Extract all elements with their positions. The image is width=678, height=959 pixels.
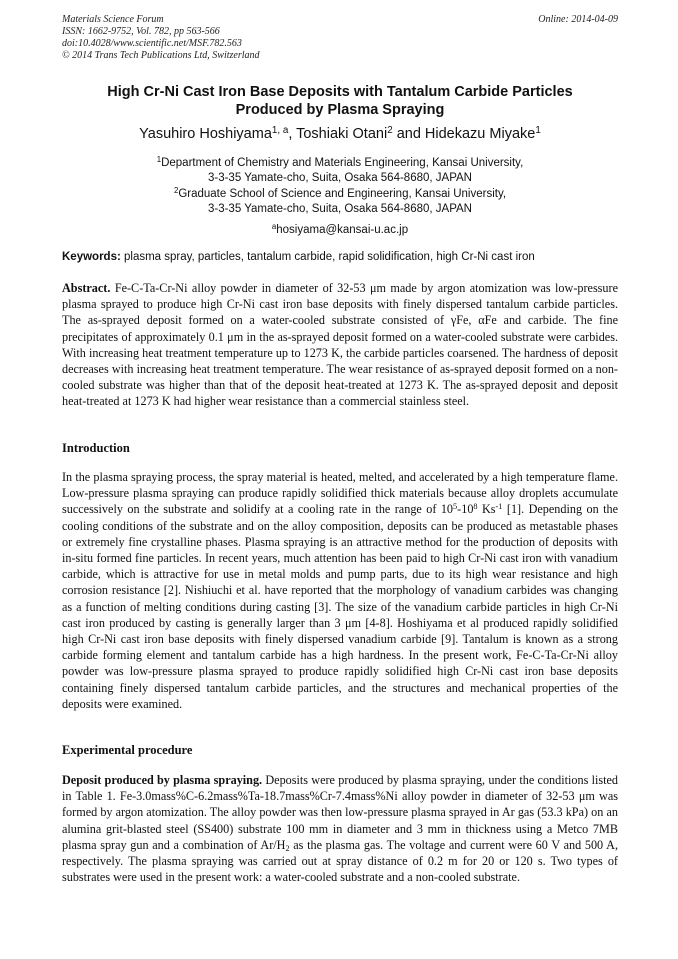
abstract-text: Fe-C-Ta-Cr-Ni alloy powder in diameter of 32-53 μm made by argon atomization was low-pressure plasma sprayed to produce high Cr-Ni cast iron base deposits with finely dispersed tantalum carbide particles. The as-sprayed deposit formed on a water-cooled substrate consisted of γFe, αFe and carbide. The fine precipitates of approximately 0.1 μm in the as-sprayed deposit formed on a water-cooled substrate were carbides. With increasing heat treatment temperature up to 1273 K, the carbide particles coarsened. The hardness of deposit decreases with increasing heat treatment temperature. The wear resistance of as-sprayed deposit formed on a non-cooled substrate was higher than that of the deposit heat-treated at 1273 K. The as-sprayed deposit and deposit heat-treated at 1273 K had higher wear resistance than a commercial stainless steel. <box>62 281 618 409</box>
keywords-label: Keywords: <box>62 251 121 263</box>
exponent: -1 <box>495 502 503 512</box>
affiliation-2-line-1: Graduate School of Science and Engineering, Kansai University, <box>178 188 507 200</box>
abstract-label: Abstract. <box>62 281 111 295</box>
intro-text: Ks <box>477 502 496 517</box>
email-address: hosiyama@kansai-u.ac.jp <box>276 224 409 236</box>
author-2-affil: 2 <box>387 125 393 137</box>
exponent: 5 <box>453 502 458 512</box>
affiliation-1 <box>62 156 618 186</box>
author-1-affil: 1, a <box>271 125 289 137</box>
online-date: Online: 2014-04-09 <box>538 14 618 25</box>
author-3-affil: 1 <box>535 125 541 137</box>
email-marker: a <box>271 222 277 232</box>
exponent: 8 <box>473 502 478 512</box>
experimental-text: Deposits were produced by plasma spraying, under the conditions listed in Table 1. Fe-3.0mass%C-6.2mass%Ta-18.7mass%Cr-7.4mass%Ni alloy powder in diameter of 32-53 μm was formed by argon atomization. The alloy powder was then low-pressure plasma sprayed in Ar gas (53.3 kPa) on an alumina grit-blasted steel (SS400) substrate 100 mm in diameter and 3 mm in thickness using a Metco 7MB plasma spray gun and a combination of Ar/H <box>62 773 618 852</box>
author-email <box>62 223 618 238</box>
experimental-heading: Experimental procedure <box>62 743 193 757</box>
author-separator: and <box>392 126 425 142</box>
abstract <box>62 280 618 410</box>
copyright-line: © 2014 Trans Tech Publications Ltd, Switzerland <box>62 50 260 61</box>
affiliation-1-marker: 1 <box>156 155 162 165</box>
author-3: Hidekazu Miyake <box>424 126 536 142</box>
intro-text: -10 <box>457 502 474 517</box>
author-1: Yasuhiro Hoshiyama <box>139 126 272 142</box>
affiliation-1-line-1: Department of Chemistry and Materials Engineering, Kansai University, <box>161 157 524 169</box>
affiliation-2 <box>62 187 618 217</box>
intro-text: In the plasma spraying process, the spray material is heated, melted, and accelerated by a high temperature flame. Low-pressure plasma spraying can produce rapidly solidified thick materials because alloy droplets accumulate successively on the substrate and solidify at a cooling rate in the range of 10 <box>62 470 618 517</box>
paper-title <box>62 83 618 119</box>
introduction-heading: Introduction <box>62 441 130 455</box>
keywords-text: plasma spray, particles, tantalum carbide, rapid solidification, high Cr-Ni cast iron <box>120 251 535 263</box>
affiliation-1-line-2: 3-3-35 Yamate-cho, Suita, Osaka 564-8680, JAPAN <box>207 172 472 184</box>
affiliation-2-marker: 2 <box>173 186 179 196</box>
subscript: 2 <box>285 843 290 853</box>
keywords <box>62 250 618 265</box>
introduction-paragraph <box>62 469 618 712</box>
author-2: Toshiaki Otani <box>296 126 388 142</box>
experimental-paragraph <box>62 772 618 885</box>
title-line-1: High Cr-Ni Cast Iron Base Deposits with Tantalum Carbide Particles <box>107 84 573 100</box>
experimental-text: as the plasma gas. The voltage and current were 60 V and 500 A, respectively. The plasma spraying was carried out at spray distance of 0.2 m for 20 or 120 s. Two types of substrates were used in the present work: a water-cooled substrate and a non-cooled substrate. <box>62 837 618 885</box>
title-line-2: Produced by Plasma Spraying <box>235 102 445 118</box>
journal-name: Materials Science Forum <box>62 14 164 25</box>
journal-header <box>62 14 618 62</box>
author-list <box>62 125 618 143</box>
doi-line: doi:10.4028/www.scientific.net/MSF.782.563 <box>62 38 242 49</box>
subsection-label: Deposit produced by plasma spraying. <box>62 773 263 787</box>
issn-line: ISSN: 1662-9752, Vol. 782, pp 563-566 <box>62 26 220 37</box>
affiliation-2-line-2: 3-3-35 Yamate-cho, Suita, Osaka 564-8680, JAPAN <box>207 203 472 215</box>
intro-text: [1]. Depending on the cooling conditions of the substrate and on the alloy composition, deposits can be produced as metastable phases or extremely fine crystalline phases. Plasma spraying is an attractive method for the production of deposits with in-situ formed fine particles. In recent years, much attention has been paid to high Cr-Ni cast iron with vanadium carbide, which is attractive for use in metal molds and pump parts, due to its high wear resistance and high corrosion resistance [2]. Nishiuchi et al. have reported that the morphology of vanadium carbides was changing as a function of melting conditions during casting [3]. The size of the vanadium carbide particles in high Cr-Ni cast iron produced by casting is generally larger than 3 μm [4-8]. Hoshiyama et al produced rapidly solidified high Cr-Ni cast iron base deposits with finely dispersed vanadium carbide [9]. Tantalum is known as a strong carbide forming element and tantalum carbide has a high hardness. In the present work, Fe-C-Ta-Cr-Ni alloy powder was low-pressure plasma sprayed to produce rapidly solidified high Cr-Ni cast iron base deposits containing finely dispersed tantalum carbide particles, and the structures and mechanical properties of the deposits were examined. <box>62 502 618 711</box>
author-separator: , <box>288 126 297 142</box>
